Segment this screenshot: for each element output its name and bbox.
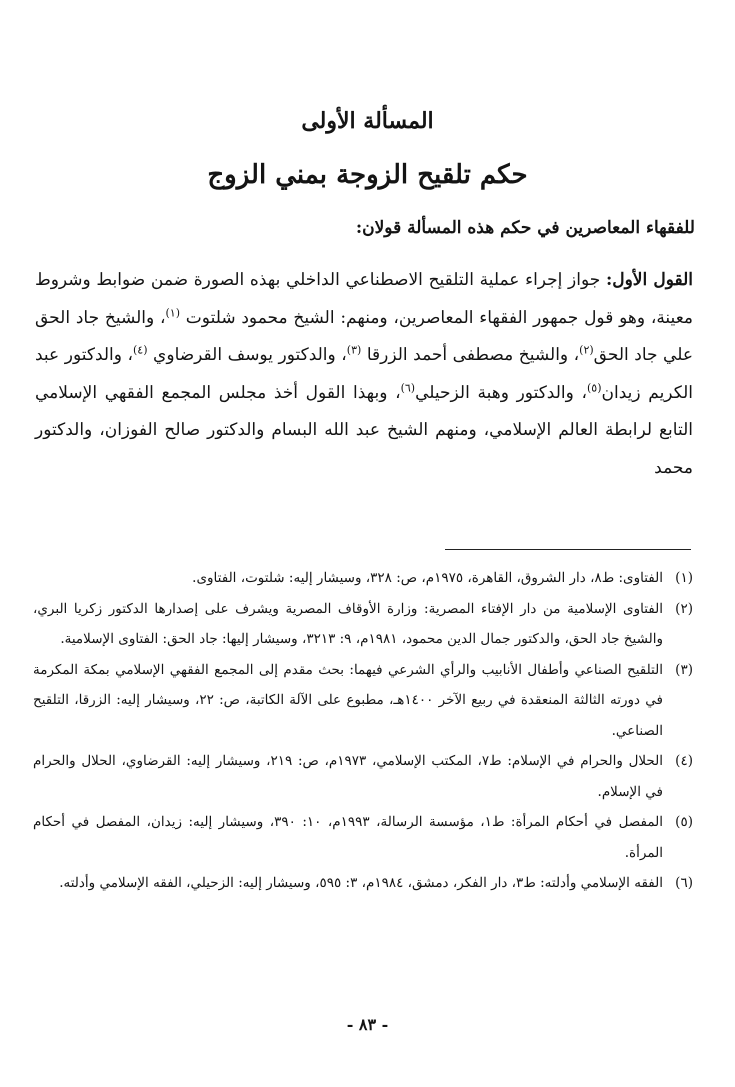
footnote-number: (٥)	[675, 814, 693, 830]
footnote-text: المفصل في أحكام المرأة: ط١، مؤسسة الرسالة، ١٩٩٣م، ١٠: ٣٩٠، وسيشار إليه: زيدان، المفصل في أحكام المرأة.	[33, 814, 663, 861]
page-number: - ٨٣ -	[346, 1015, 389, 1034]
footnote-item	[33, 563, 693, 594]
footnotes-section	[33, 563, 693, 899]
paragraph-text: ، وبهذا القول أخذ مجلس المجمع الفقهي الإسلامي التابع لرابطة العالم الإسلامي، ومنهم الشيخ عبد الله البسام والدكتور صالح الفوزان، والدكتور محمد	[35, 382, 693, 478]
footnote-text: الفقه الإسلامي وأدلته: ط٣، دار الفكر، دمشق، ١٩٨٤م، ٣: ٥٩٥، وسيشار إليه: الزحيلي، الفقه الإسلامي وأدلته.	[59, 875, 663, 891]
footnote-item	[33, 807, 693, 868]
first-opinion-lead: القول الأول:	[605, 270, 693, 290]
footnote-ref-1[interactable]: (١)	[165, 305, 181, 319]
footnote-separator	[445, 549, 691, 550]
footnote-number: (٤)	[675, 753, 693, 769]
footnote-item	[33, 746, 693, 807]
footnote-text: التلقيح الصناعي وأطفال الأنابيب والرأي الشرعي فيهما: بحث مقدم إلى المجمع الفقهي الإسلامي بمكة المكرمة في دورته الثالثة المنعقدة في ربيع الآخر ١٤٠٠هـ، مطبوع على الآلة الكاتبة، ص: ٢٢، وسيشار إليه: الزرقا، التلقيح الصناعي.	[33, 661, 664, 739]
paragraph-text: ، والشيخ جاد الحق علي جاد الحق	[35, 307, 693, 365]
footnote-text: الفتاوى الإسلامية من دار الإفتاء المصرية: وزارة الأوقاف المصرية ويشرف على إصدارها الدكتور زكريا البري، والشيخ جاد الحق، والدكتور جمال الدين محمود، ١٩٨١م، ٩: ٣٢١٣، وسيشار إليها: جاد الحق: الفتاوى الإسلامية.	[33, 600, 663, 647]
footnote-ref-6[interactable]: (٦)	[400, 380, 416, 394]
footnote-number: (٦)	[675, 875, 693, 891]
footnote-text: الحلال والحرام في الإسلام: ط٧، المكتب الإسلامي، ١٩٧٣م، ص: ٢١٩، وسيشار إليه: القرضاوي، الحلال والحرام في الإسلام.	[33, 753, 664, 800]
footnote-ref-2[interactable]: (٢)	[579, 343, 594, 357]
ruling-title: حكم تلقيح الزوجة بمني الزوج	[207, 160, 528, 190]
footnote-ref-4[interactable]: (٤)	[133, 343, 148, 357]
footnote-ref-3[interactable]: (٣)	[346, 343, 362, 357]
footnote-text: الفتاوى: ط٨، دار الشروق، القاهرة، ١٩٧٥م، ص: ٣٢٨، وسيشار إليه: شلتوت، الفتاوى.	[192, 570, 663, 586]
issue-heading: المسألة الأولى	[301, 108, 434, 134]
intro-line: للفقهاء المعاصرين في حكم هذه المسألة قولان:	[355, 218, 695, 238]
footnote-item	[33, 868, 693, 899]
footnote-item	[33, 594, 693, 655]
paragraph-text: ، والدكتور عبد الكريم زيدان	[35, 345, 693, 403]
paragraph-text: ، والدكتور يوسف القرضاوي	[147, 345, 347, 365]
first-opinion-paragraph	[35, 262, 693, 487]
footnote-number: (١)	[675, 570, 693, 586]
footnote-item	[33, 655, 693, 747]
paragraph-text: ، والدكتور وهبة الزحيلي	[415, 382, 587, 403]
paragraph-text: ، والشيخ مصطفى أحمد الزرقا	[361, 345, 580, 365]
footnote-number: (٢)	[675, 600, 693, 617]
footnote-number: (٣)	[675, 661, 693, 678]
paragraph-text: جواز إجراء عملية التلقيح الاصطناعي الداخلي بهذه الصورة ضمن ضوابط وشروط معينة، وهو قول جمهور الفقهاء المعاصرين، ومنهم: الشيخ محمود شلتوت	[35, 270, 693, 328]
footnote-ref-5[interactable]: (٥)	[587, 380, 602, 394]
